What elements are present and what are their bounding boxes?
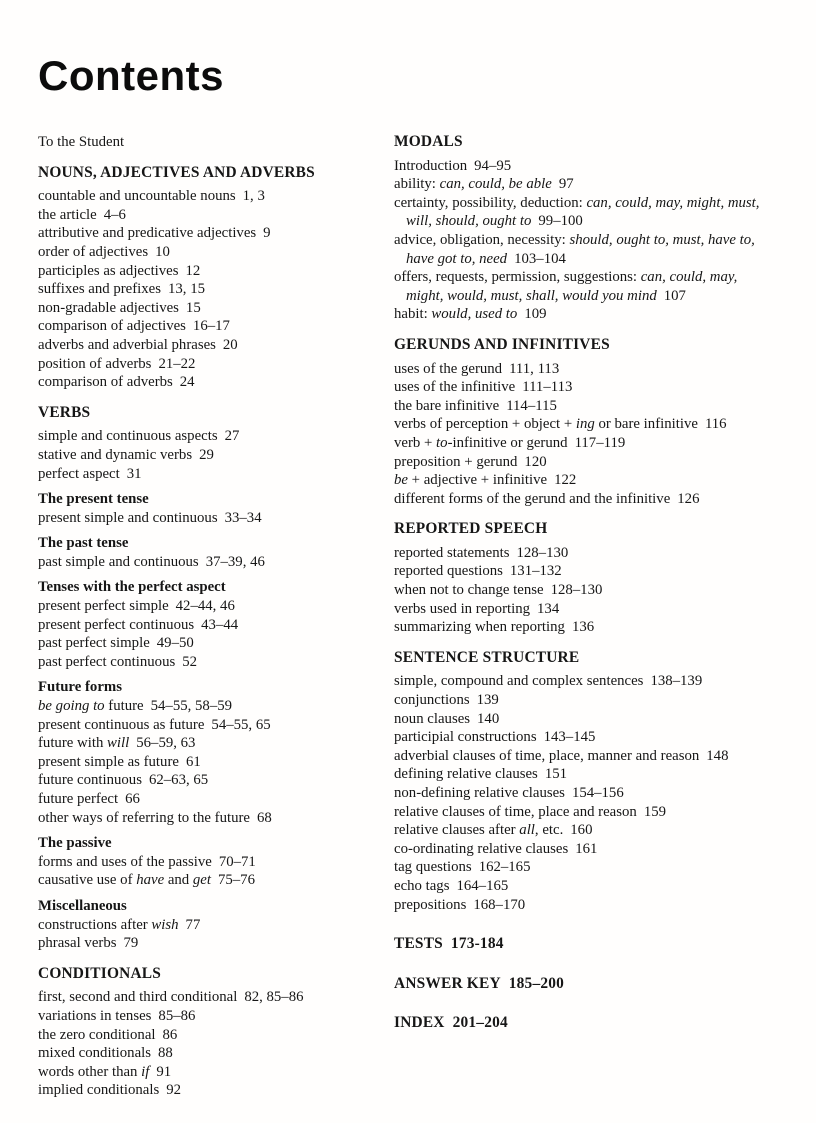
toc-entry <box>394 175 778 194</box>
page-number: 75–76 <box>217 872 255 889</box>
toc-entry <box>38 336 366 355</box>
page-number: 49–50 <box>156 635 194 652</box>
entry-text: , etc. <box>534 822 564 839</box>
page-number: 117–119 <box>574 434 626 451</box>
entry-text: constructions after <box>38 916 152 933</box>
entry-text: the article <box>38 206 97 223</box>
toc-entry <box>394 157 778 176</box>
page-number: 43–44 <box>201 616 239 633</box>
toc-entry <box>38 1063 366 1082</box>
toc-entry <box>38 465 366 484</box>
toc-entry <box>38 262 366 281</box>
toc-entry <box>394 896 778 915</box>
entry-text: different forms of the gerund and the infinitive <box>394 490 671 507</box>
entry-text: To the Student <box>38 134 125 150</box>
page-number: 185–200 <box>508 974 565 992</box>
section-heading: NOUNS, ADJECTIVES AND ADVERBS <box>38 163 315 181</box>
page-number: 52 <box>182 653 198 670</box>
toc-entry <box>38 1026 366 1045</box>
toc-section <box>394 520 778 637</box>
entry-text: relative clauses of time, place and reason <box>394 803 637 820</box>
entry-text: non-gradable adjectives <box>38 299 179 316</box>
page-number: 114–115 <box>506 397 557 414</box>
entry-text: the zero conditional <box>38 1026 156 1043</box>
page-number: 20 <box>222 336 238 353</box>
page-number: 161 <box>575 840 598 857</box>
page-number: 1, 3 <box>242 188 265 205</box>
toc-entry <box>394 268 778 305</box>
section-heading: GERUNDS AND INFINITIVES <box>394 335 610 353</box>
toc-entry <box>38 509 366 528</box>
entry-text: noun clauses <box>394 710 471 727</box>
page-number: 62–63, 65 <box>148 772 209 789</box>
page-number: 128–130 <box>550 582 603 599</box>
toc-entry <box>394 378 778 397</box>
toc-entry <box>38 597 366 616</box>
toc-entry <box>394 581 778 600</box>
section-heading: REPORTED SPEECH <box>394 520 548 538</box>
entry-text: participles as adjectives <box>38 262 179 279</box>
toc-section <box>394 1014 778 1033</box>
page-number: 79 <box>123 935 139 952</box>
entry-text: future continuous <box>38 772 142 789</box>
page-number: 148 <box>706 747 729 764</box>
entry-text-italic: get <box>192 872 211 889</box>
toc-section <box>38 965 366 1100</box>
page-number: 13, 15 <box>168 281 205 298</box>
section-heading: Miscellaneous <box>38 897 127 914</box>
page-number: 103–104 <box>514 250 566 267</box>
section-heading: Tenses with the perfect aspect <box>38 579 226 596</box>
entry-text-italic: should, ought to, must, have to, have got to, need <box>406 231 755 267</box>
entry-text: habit: <box>394 306 432 323</box>
entry-text: offers, requests, permission, suggestions: <box>394 269 641 286</box>
section-heading: INDEX 201–204 <box>394 1014 508 1032</box>
toc-entry <box>38 206 366 225</box>
entry-text: mixed conditionals <box>38 1045 152 1062</box>
page-number: 120 <box>524 453 547 470</box>
toc-entry <box>38 446 366 465</box>
entry-text-italic: ing <box>575 416 595 433</box>
entry-text: comparison of adverbs <box>38 374 173 391</box>
toc-entry <box>394 728 778 747</box>
page-number: 4–6 <box>103 206 126 223</box>
page-number: 111–113 <box>522 379 573 396</box>
entry-text: position of adverbs <box>38 355 152 372</box>
toc-entry <box>38 133 366 152</box>
page-number: 10 <box>155 243 170 260</box>
toc-entry <box>38 187 366 206</box>
page-number: 68 <box>257 809 272 826</box>
toc-entry <box>38 427 366 446</box>
page-number: 37–39, 46 <box>205 553 265 570</box>
toc-section <box>38 490 366 527</box>
page-number: 85–86 <box>158 1007 196 1024</box>
section-heading: CONDITIONALS <box>38 964 161 982</box>
toc-section <box>38 404 366 483</box>
entry-text: defining relative clauses <box>394 766 538 783</box>
page-number: 164–165 <box>456 877 509 894</box>
toc-entry <box>394 600 778 619</box>
page-number: 16–17 <box>192 318 230 335</box>
entry-text-italic: wish <box>151 916 179 933</box>
toc-entry <box>394 691 778 710</box>
page-number: 9 <box>263 225 271 242</box>
entry-text: echo tags <box>394 877 450 894</box>
toc-section <box>394 975 778 994</box>
page-number: 54–55, 58–59 <box>150 698 233 715</box>
entry-text: simple, compound and complex sentences <box>394 673 644 690</box>
toc-entry <box>394 710 778 729</box>
entry-text-italic: can, could, may, might, would, must, shall, would you mind <box>406 269 738 304</box>
entry-text: the bare infinitive <box>394 397 500 414</box>
entry-text: stative and dynamic verbs <box>38 446 193 463</box>
entry-text: tag questions <box>394 859 472 876</box>
section-heading: MODALS <box>394 133 463 150</box>
page-number: 143–145 <box>543 729 596 746</box>
page-number: 77 <box>185 916 201 933</box>
entry-text: future with <box>38 735 108 752</box>
toc-section <box>38 534 366 571</box>
toc-entry <box>38 988 366 1007</box>
page-number: 70–71 <box>218 853 256 870</box>
toc-entry <box>394 360 778 379</box>
entry-text: present simple and continuous <box>38 509 218 526</box>
entry-text: when not to change tense <box>394 582 544 599</box>
entry-text: + adjective + infinitive <box>407 472 548 489</box>
left-column <box>38 133 394 1100</box>
toc-entry <box>394 453 778 472</box>
toc-entry <box>394 618 778 637</box>
entry-text: verbs of perception + object + <box>394 416 576 433</box>
toc-entry <box>38 243 366 262</box>
toc-columns <box>38 133 778 1100</box>
entry-text: participial constructions <box>394 729 537 746</box>
page-number: 109 <box>524 306 547 323</box>
entry-text: ability: <box>394 176 440 193</box>
entry-text: adverbial clauses of time, place, manner and reason <box>394 747 700 764</box>
toc-entry <box>38 317 366 336</box>
section-heading: VERBS <box>38 403 91 421</box>
toc-entry <box>394 840 778 859</box>
entry-text: present perfect continuous <box>38 616 195 633</box>
entry-text: relative clauses after <box>394 822 520 839</box>
entry-text: verbs used in reporting <box>394 600 531 617</box>
entry-text-italic: would, used to <box>431 306 518 323</box>
entry-text: present simple as future <box>38 753 179 770</box>
toc-section <box>394 336 778 508</box>
toc-entry <box>394 305 778 324</box>
entry-text-italic: can, could, be able <box>439 176 552 193</box>
toc-entry <box>394 784 778 803</box>
page-number: 162–165 <box>478 859 531 876</box>
toc-entry <box>394 490 778 509</box>
toc-entry <box>394 544 778 563</box>
page-number: 140 <box>477 710 500 727</box>
toc-entry <box>38 871 366 890</box>
page-number: 131–132 <box>509 563 562 580</box>
toc-entry <box>38 716 366 735</box>
entry-text: suffixes and prefixes <box>38 281 161 298</box>
page-number: 159 <box>643 803 667 820</box>
entry-text: past perfect continuous <box>38 653 176 670</box>
page-number: 54–55, 65 <box>211 716 271 733</box>
entry-text-italic: if <box>141 1063 150 1080</box>
section-heading: The passive <box>38 835 112 852</box>
toc-section <box>38 578 366 671</box>
page-number: 56–59, 63 <box>136 735 196 752</box>
toc-entry <box>394 471 778 490</box>
toc-entry <box>38 853 366 872</box>
entry-text-italic: will <box>107 735 130 752</box>
entry-text: past perfect simple <box>38 635 150 652</box>
entry-text: past simple and continuous <box>38 553 199 570</box>
toc-entry <box>38 373 366 392</box>
toc-entry <box>394 803 778 822</box>
toc-entry <box>38 1044 366 1063</box>
entry-text: Introduction <box>394 157 468 174</box>
page-number: 128–130 <box>516 544 569 561</box>
entry-text: attributive and predicative adjectives <box>38 225 257 242</box>
page-number: 31 <box>126 465 142 482</box>
page-number: 97 <box>558 176 574 193</box>
page-number: 27 <box>224 428 240 445</box>
toc-entry <box>38 299 366 318</box>
entry-text-italic: be <box>394 472 408 489</box>
entry-text: and <box>164 872 193 889</box>
entry-text: present continuous as future <box>38 716 205 733</box>
page-number: 33–34 <box>224 509 262 526</box>
section-heading: The past tense <box>38 535 129 552</box>
toc-entry <box>38 753 366 772</box>
toc-entry <box>394 231 778 268</box>
toc-entry <box>38 790 366 809</box>
toc-entry <box>394 821 778 840</box>
toc-entry <box>394 194 778 231</box>
toc-entry <box>38 916 366 935</box>
page-number: 29 <box>199 446 214 463</box>
toc-entry <box>394 858 778 877</box>
entry-text: forms and uses of the passive <box>38 853 212 870</box>
entry-text: uses of the infinitive <box>394 379 516 396</box>
page-number: 111, 113 <box>509 360 560 377</box>
page-number: 107 <box>663 287 686 304</box>
toc-entry <box>38 771 366 790</box>
page-number: 82, 85–86 <box>244 989 304 1006</box>
entry-text: words other than <box>38 1063 142 1080</box>
toc-entry <box>394 415 778 434</box>
toc-section <box>38 678 366 827</box>
entry-text-italic: have <box>136 872 165 889</box>
entry-text: future perfect <box>38 791 119 807</box>
page-number: 151 <box>544 766 568 783</box>
page-number: 42–44, 46 <box>175 598 235 615</box>
toc-entry <box>38 1007 366 1026</box>
page-number: 92 <box>166 1082 182 1099</box>
toc-entry <box>38 934 366 953</box>
toc-entry <box>394 397 778 416</box>
entry-text: causative use of <box>38 872 137 889</box>
page-title: Contents <box>38 52 224 99</box>
page-number: 94–95 <box>474 157 512 174</box>
page-number: 138–139 <box>650 673 703 690</box>
toc-entry <box>38 553 366 572</box>
toc-entry <box>38 697 366 716</box>
toc-section <box>38 133 366 152</box>
entry-text: other ways of referring to the future <box>38 809 251 826</box>
toc-section <box>38 834 366 890</box>
toc-entry <box>38 809 366 828</box>
toc-section <box>38 164 366 392</box>
section-heading: Future forms <box>38 679 122 696</box>
toc-entry <box>394 434 778 453</box>
entry-text: non-defining relative clauses <box>394 785 565 801</box>
entry-text: comparison of adjectives <box>38 318 186 335</box>
right-column <box>394 133 778 1033</box>
entry-text: phrasal verbs <box>38 935 117 952</box>
toc-section <box>394 649 778 914</box>
toc-entry <box>38 280 366 299</box>
entry-text: -infinitive or gerund <box>447 434 568 451</box>
entry-text: certainty, possibility, deduction: <box>394 194 587 211</box>
page-number: 15 <box>185 299 201 316</box>
entry-text: adverbs and adverbial phrases <box>38 336 216 353</box>
toc-entry <box>394 747 778 766</box>
toc-section <box>394 133 778 324</box>
page-number: 201–204 <box>452 1014 508 1032</box>
entry-text: first, second and third conditional <box>38 989 238 1006</box>
page-number: 136 <box>571 619 595 636</box>
toc-entry <box>394 672 778 691</box>
page-number: 160 <box>570 822 593 839</box>
section-heading: SENTENCE STRUCTURE <box>394 648 580 666</box>
section-heading: ANSWER KEY 185–200 <box>394 974 565 992</box>
page-number: 12 <box>185 262 201 279</box>
toc-entry <box>38 616 366 635</box>
entry-text: or bare infinitive <box>594 416 698 433</box>
page-number: 173-184 <box>450 935 504 953</box>
entry-text: future <box>104 698 144 715</box>
toc-entry <box>38 634 366 653</box>
entry-text: simple and continuous aspects <box>38 428 218 445</box>
section-heading: TESTS 173-184 <box>394 935 504 953</box>
section-heading: The present tense <box>38 491 149 508</box>
page-number: 126 <box>677 490 700 507</box>
entry-text: conjunctions <box>394 692 470 709</box>
entry-text-italic: to <box>436 434 448 451</box>
entry-text: variations in tenses <box>38 1007 152 1024</box>
entry-text: uses of the gerund <box>394 360 503 377</box>
entry-text: countable and uncountable nouns <box>38 188 236 205</box>
entry-text: co-ordinating relative clauses <box>394 840 569 857</box>
page-number: 134 <box>537 600 560 617</box>
toc-entry <box>38 224 366 243</box>
page-number: 88 <box>158 1045 173 1062</box>
toc-entry <box>38 1081 366 1100</box>
entry-text-italic: all <box>519 822 535 839</box>
page-number: 116 <box>704 416 727 433</box>
page-number: 24 <box>179 374 195 391</box>
page-number: 99–100 <box>538 213 583 230</box>
toc-entry <box>394 562 778 581</box>
entry-text: prepositions <box>394 896 467 913</box>
toc-entry <box>38 653 366 672</box>
page-number: 86 <box>162 1026 178 1043</box>
entry-text: reported questions <box>394 563 503 580</box>
entry-text: implied conditionals <box>38 1082 160 1099</box>
entry-text-italic: can, could, may, might, must, will, should, ought to <box>406 194 760 230</box>
page-number: 61 <box>185 753 201 770</box>
entry-text-italic: be going to <box>38 698 105 715</box>
page-number: 139 <box>476 692 499 709</box>
page-number: 21–22 <box>158 355 196 372</box>
entry-text: reported statements <box>394 544 510 561</box>
page-number: 122 <box>554 472 577 489</box>
page-number: 154–156 <box>571 785 624 801</box>
toc-entry <box>394 765 778 784</box>
page-number: 168–170 <box>473 896 526 913</box>
toc-entry <box>38 734 366 753</box>
entry-text: summarizing when reporting <box>394 619 565 636</box>
toc-section <box>394 935 778 954</box>
toc-section <box>38 897 366 953</box>
page-number: 91 <box>156 1063 172 1080</box>
toc-entry <box>38 355 366 374</box>
entry-text: verb + <box>394 434 437 451</box>
entry-text: order of adjectives <box>38 243 149 260</box>
entry-text: advice, obligation, necessity: <box>394 231 570 248</box>
page-number: 66 <box>125 791 140 807</box>
entry-text: perfect aspect <box>38 465 120 482</box>
entry-text: present perfect simple <box>38 598 169 615</box>
toc-entry <box>394 877 778 896</box>
entry-text: preposition + gerund <box>394 453 518 470</box>
